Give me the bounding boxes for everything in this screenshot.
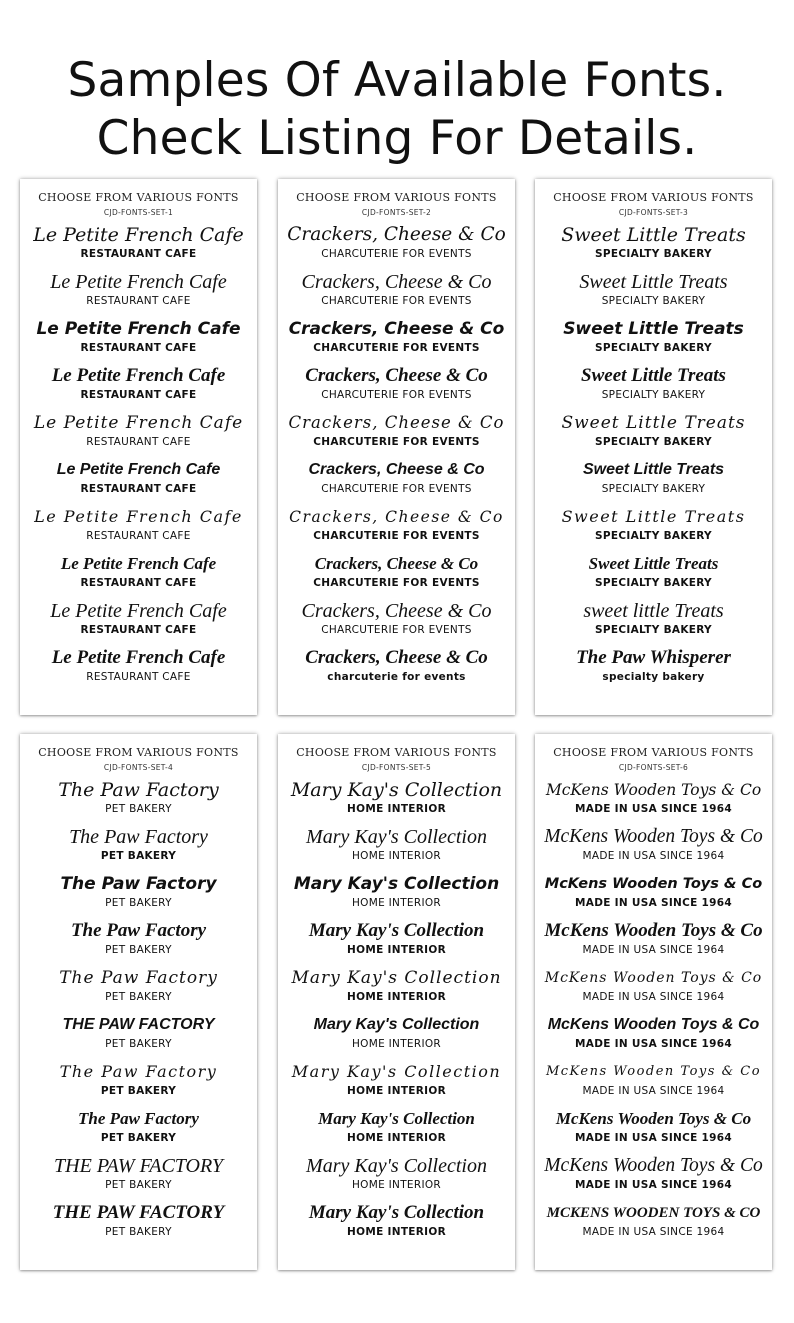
sample-name: Le Petite French Cafe: [50, 600, 227, 622]
sample-name: Crackers, Cheese & Co: [305, 365, 488, 386]
sample-subtitle: HOME INTERIOR: [347, 1226, 446, 1238]
font-sample: [278, 919, 515, 966]
card-title: CHOOSE FROM VARIOUS FONTS: [553, 191, 754, 204]
font-sample: [20, 552, 257, 599]
sample-subtitle: PET BAKERY: [105, 1179, 172, 1191]
sample-name: Le Petite French Cafe: [56, 461, 221, 478]
sample-name: Crackers, Cheese & Co: [308, 461, 485, 478]
sample-name: The Paw Factory: [60, 874, 217, 894]
sample-name: The Paw Factory: [58, 779, 219, 801]
sample-name: Mary Kay's Collection: [313, 1016, 480, 1033]
sample-subtitle: HOME INTERIOR: [347, 1132, 446, 1144]
sample-subtitle: HOME INTERIOR: [351, 850, 442, 862]
sample-name: McKens Wooden Toys & Co: [555, 1109, 752, 1128]
font-sample: [20, 966, 257, 1013]
font-sample: [278, 458, 515, 505]
font-sample: [20, 825, 257, 872]
font-sample: [20, 364, 257, 411]
card-set-code: CJD-FONTS-SET-6: [618, 763, 689, 772]
font-sample: [278, 825, 515, 872]
sample-name: Le Petite French Cafe: [36, 319, 241, 339]
sample-subtitle: PET BAKERY: [105, 1226, 172, 1238]
sample-subtitle: charcuterie for events: [327, 671, 466, 683]
sample-name: The Paw Factory: [59, 968, 218, 988]
font-card-2: [278, 179, 515, 715]
font-sample: [535, 1107, 772, 1154]
sample-subtitle: HOME INTERIOR: [351, 1179, 442, 1191]
font-sample: [535, 1154, 772, 1201]
sample-name: Le Petite French Cafe: [51, 365, 226, 386]
font-sample: [20, 317, 257, 364]
font-sample: [20, 778, 257, 825]
font-sample: [20, 872, 257, 919]
font-sample: [20, 646, 257, 693]
sample-name: THE PAW FACTORY: [54, 1155, 223, 1177]
font-sample: [535, 505, 772, 552]
sample-subtitle: RESTAURANT CAFE: [80, 389, 197, 401]
font-card-5: [278, 734, 515, 1270]
font-sample: [535, 599, 772, 646]
font-sample: [278, 270, 515, 317]
sample-subtitle: MADE IN USA SINCE 1964: [582, 944, 725, 956]
sample-name: Le Petite French Cafe: [33, 224, 244, 246]
sample-subtitle: CHARCUTERIE FOR EVENTS: [321, 248, 472, 260]
font-card-6: [535, 734, 772, 1270]
font-sample: [20, 1154, 257, 1201]
sample-subtitle: SPECIALTY BAKERY: [595, 624, 712, 636]
sample-subtitle: CHARCUTERIE FOR EVENTS: [313, 436, 480, 448]
font-sample: [535, 364, 772, 411]
font-sample: [20, 411, 257, 458]
sample-subtitle: CHARCUTERIE FOR EVENTS: [321, 624, 472, 636]
sample-subtitle: SPECIALTY BAKERY: [601, 389, 706, 401]
sample-name: Crackers, Cheese & Co: [287, 224, 506, 245]
font-sample: [278, 872, 515, 919]
font-card-1: [20, 179, 257, 715]
font-sample: [20, 458, 257, 505]
sample-subtitle: RESTAURANT CAFE: [86, 295, 191, 307]
sample-name: Mary Kay's Collection: [293, 874, 500, 894]
font-sample: [535, 825, 772, 872]
sample-list: [535, 778, 772, 1248]
sample-name: McKens Wooden Toys & Co: [545, 1064, 762, 1079]
font-sample: [20, 1060, 257, 1107]
sample-subtitle: MADE IN USA SINCE 1964: [575, 1179, 732, 1191]
sample-name: Sweet Little Treats: [579, 271, 728, 293]
card-set-code: CJD-FONTS-SET-5: [361, 763, 432, 772]
sample-subtitle: PET BAKERY: [105, 991, 172, 1003]
sample-subtitle: CHARCUTERIE FOR EVENTS: [313, 530, 480, 542]
sample-name: Crackers, Cheese & Co: [301, 600, 492, 622]
sample-name: Mary Kay's Collection: [306, 826, 487, 848]
sample-subtitle: PET BAKERY: [105, 803, 172, 815]
font-sample: [278, 1060, 515, 1107]
sample-subtitle: HOME INTERIOR: [351, 897, 442, 909]
font-sample: [535, 966, 772, 1013]
sample-name: Le Petite French Cafe: [51, 647, 226, 668]
sample-subtitle: RESTAURANT CAFE: [80, 248, 197, 260]
sample-name: Sweet Little Treats: [588, 554, 719, 573]
sample-name: Mary Kay's Collection: [291, 1062, 502, 1081]
sample-name: Crackers, Cheese & Co: [289, 508, 504, 526]
sample-subtitle: HOME INTERIOR: [347, 1085, 446, 1097]
card-set-code: CJD-FONTS-SET-3: [618, 208, 689, 217]
sample-subtitle: SPECIALTY BAKERY: [601, 483, 706, 495]
sample-subtitle: RESTAURANT CAFE: [86, 530, 191, 542]
sample-subtitle: RESTAURANT CAFE: [86, 436, 191, 448]
headline: [0, 52, 794, 168]
sample-name: The Paw Factory: [78, 1109, 199, 1128]
font-sample: [535, 919, 772, 966]
sample-subtitle: MADE IN USA SINCE 1964: [575, 897, 732, 909]
sample-list: [20, 223, 257, 693]
sample-name: Sweet Little Treats: [561, 507, 746, 526]
card-set-code: CJD-FONTS-SET-1: [103, 208, 174, 217]
sample-name: Mary Kay's Collection: [308, 920, 485, 941]
sample-list: [535, 223, 772, 693]
font-sample: [278, 552, 515, 599]
font-sample: [535, 1013, 772, 1060]
font-sample: [278, 778, 515, 825]
sample-name: Crackers, Cheese & Co: [288, 319, 505, 339]
font-sample: [278, 1154, 515, 1201]
sample-name: McKens Wooden Toys & Co: [544, 826, 763, 847]
sample-name: Le Petite French Cafe: [60, 554, 217, 573]
sample-name: Sweet Little Treats: [582, 461, 725, 478]
sample-name: McKens Wooden Toys & Co: [544, 876, 763, 892]
sample-subtitle: RESTAURANT CAFE: [80, 577, 197, 589]
font-sample: [535, 1060, 772, 1107]
sample-subtitle: RESTAURANT CAFE: [80, 342, 197, 354]
sample-subtitle: MADE IN USA SINCE 1964: [575, 1038, 732, 1050]
font-sample: [535, 223, 772, 270]
font-sample: [278, 1201, 515, 1248]
sample-list: [278, 223, 515, 693]
font-sample: [535, 317, 772, 364]
sample-subtitle: HOME INTERIOR: [347, 803, 446, 815]
sample-subtitle: CHARCUTERIE FOR EVENTS: [313, 577, 480, 589]
font-sample: [278, 1107, 515, 1154]
sample-name: McKens Wooden Toys & Co: [544, 920, 763, 941]
sample-name: Crackers, Cheese & Co: [301, 271, 492, 293]
sample-name: Mary Kay's Collection: [318, 1109, 475, 1128]
headline-line-1: Samples Of Available Fonts.: [67, 53, 727, 108]
card-set-code: CJD-FONTS-SET-2: [361, 208, 432, 217]
sample-subtitle: SPECIALTY BAKERY: [595, 248, 712, 260]
sample-subtitle: CHARCUTERIE FOR EVENTS: [313, 342, 480, 354]
sample-name: Le Petite French Cafe: [50, 271, 227, 293]
font-sample: [20, 919, 257, 966]
sample-name: Mary Kay's Collection: [290, 779, 503, 801]
font-sample: [278, 411, 515, 458]
font-sample: [20, 1013, 257, 1060]
sample-name: Le Petite French Cafe: [34, 507, 243, 526]
sample-name: Sweet Little Treats: [561, 413, 746, 433]
card-title: CHOOSE FROM VARIOUS FONTS: [553, 746, 754, 759]
sample-name: Sweet Little Treats: [563, 319, 744, 339]
sample-name: MCKENS WOODEN TOYS & CO: [546, 1205, 761, 1221]
sample-name: Sweet Little Treats: [561, 224, 746, 246]
sample-name: Sweet Little Treats: [581, 365, 726, 386]
sample-subtitle: PET BAKERY: [100, 1132, 177, 1144]
sample-subtitle: HOME INTERIOR: [347, 944, 446, 956]
font-sample: [20, 599, 257, 646]
font-sample: [535, 778, 772, 825]
sample-name: McKens Wooden Toys & Co: [544, 970, 763, 986]
sample-subtitle: MADE IN USA SINCE 1964: [575, 1132, 732, 1144]
sample-subtitle: RESTAURANT CAFE: [86, 671, 191, 683]
sample-name: THE PAW FACTORY: [52, 1202, 225, 1223]
sample-subtitle: SPECIALTY BAKERY: [595, 530, 712, 542]
sample-subtitle: PET BAKERY: [100, 1085, 177, 1097]
sample-subtitle: PET BAKERY: [100, 850, 177, 862]
sample-name: McKens Wooden Toys & Co: [545, 781, 762, 799]
sample-subtitle: PET BAKERY: [105, 944, 172, 956]
sample-subtitle: MADE IN USA SINCE 1964: [582, 1226, 725, 1238]
font-sample: [535, 646, 772, 693]
font-sample: [278, 364, 515, 411]
sample-subtitle: specialty bakery: [602, 671, 705, 683]
sample-name: Le Petite French Cafe: [33, 413, 244, 433]
sample-subtitle: MADE IN USA SINCE 1964: [582, 1085, 725, 1097]
font-sample: [535, 270, 772, 317]
font-sample: [278, 646, 515, 693]
sample-subtitle: SPECIALTY BAKERY: [601, 295, 706, 307]
font-card-3: [535, 179, 772, 715]
font-sample: [20, 223, 257, 270]
font-sample: [278, 599, 515, 646]
font-sample: [278, 223, 515, 270]
font-sample: [20, 270, 257, 317]
font-sample: [535, 552, 772, 599]
sample-name: The Paw Whisperer: [576, 647, 731, 668]
sample-name: Crackers, Cheese & Co: [305, 647, 488, 668]
font-sample: [278, 505, 515, 552]
sample-name: Crackers, Cheese & Co: [288, 413, 505, 432]
card-title: CHOOSE FROM VARIOUS FONTS: [296, 746, 497, 759]
font-sample: [535, 872, 772, 919]
sample-subtitle: MADE IN USA SINCE 1964: [582, 850, 725, 862]
sample-subtitle: CHARCUTERIE FOR EVENTS: [321, 483, 472, 495]
font-sample: [20, 505, 257, 552]
sample-name: THE PAW FACTORY: [62, 1016, 215, 1033]
font-sample: [20, 1107, 257, 1154]
sample-subtitle: PET BAKERY: [105, 1038, 172, 1050]
font-sample: [535, 458, 772, 505]
sample-subtitle: MADE IN USA SINCE 1964: [575, 803, 732, 815]
font-sample: [278, 966, 515, 1013]
card-title: CHOOSE FROM VARIOUS FONTS: [296, 191, 497, 204]
sample-name: sweet little Treats: [583, 600, 724, 622]
font-card-4: [20, 734, 257, 1270]
sample-name: Mary Kay's Collection: [291, 968, 502, 988]
sample-name: Mary Kay's Collection: [306, 1155, 487, 1177]
sample-subtitle: HOME INTERIOR: [351, 1038, 442, 1050]
sample-subtitle: CHARCUTERIE FOR EVENTS: [321, 389, 472, 401]
card-title: CHOOSE FROM VARIOUS FONTS: [38, 746, 239, 759]
font-sample: [535, 411, 772, 458]
card-set-code: CJD-FONTS-SET-4: [103, 763, 174, 772]
sample-subtitle: CHARCUTERIE FOR EVENTS: [321, 295, 472, 307]
sample-subtitle: SPECIALTY BAKERY: [595, 577, 712, 589]
sample-subtitle: HOME INTERIOR: [347, 991, 446, 1003]
sample-name: The Paw Factory: [59, 1062, 218, 1081]
sample-subtitle: SPECIALTY BAKERY: [595, 436, 712, 448]
sample-name: McKens Wooden Toys & Co: [544, 1155, 763, 1176]
sample-list: [278, 778, 515, 1248]
sample-name: Mary Kay's Collection: [308, 1202, 485, 1223]
font-sample: [278, 1013, 515, 1060]
font-sample: [278, 317, 515, 364]
sample-subtitle: SPECIALTY BAKERY: [595, 342, 712, 354]
headline-line-2: Check Listing For Details.: [96, 111, 698, 166]
sample-name: McKens Wooden Toys & Co: [547, 1016, 760, 1033]
font-sample: [20, 1201, 257, 1248]
sample-name: Crackers, Cheese & Co: [314, 554, 479, 573]
sample-list: [20, 778, 257, 1248]
sample-subtitle: RESTAURANT CAFE: [80, 483, 197, 495]
sample-name: The Paw Factory: [69, 826, 208, 848]
sample-subtitle: MADE IN USA SINCE 1964: [582, 991, 725, 1003]
sample-name: The Paw Factory: [70, 920, 207, 941]
sample-subtitle: RESTAURANT CAFE: [80, 624, 197, 636]
sample-subtitle: PET BAKERY: [105, 897, 172, 909]
font-sample: [535, 1201, 772, 1248]
card-title: CHOOSE FROM VARIOUS FONTS: [38, 191, 239, 204]
